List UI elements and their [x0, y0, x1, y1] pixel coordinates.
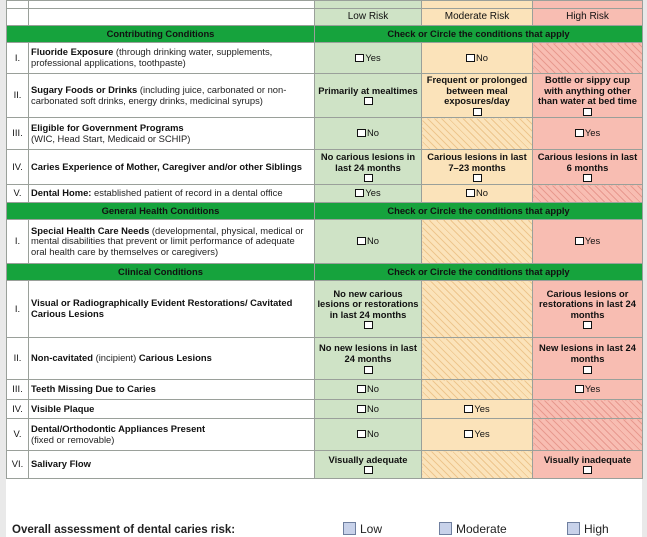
overall-low-option[interactable]: [343, 522, 382, 536]
teeth-missing-high-checkbox[interactable]: [575, 385, 584, 393]
option-label: No: [367, 127, 379, 139]
plaque-low-checkbox[interactable]: [357, 405, 366, 413]
hatched-cell: [533, 419, 643, 451]
option-label: Carious lesions or restorations in last 24 months: [539, 287, 636, 320]
option-label: Bottle or sippy cup with anything other than water at bed time: [538, 74, 637, 107]
row-number: III.: [7, 380, 29, 400]
sugary-high-checkbox[interactable]: [583, 108, 592, 116]
option-label: Visually inadequate: [543, 453, 632, 465]
row-number: II.: [7, 338, 29, 380]
risk-level-header-row: [7, 9, 643, 26]
row-number: V.: [7, 185, 29, 203]
dental-home-moderate-checkbox[interactable]: [466, 189, 475, 197]
row-title: Dental Home:: [31, 187, 92, 199]
row-title-continued: Carious Lesions: [138, 352, 212, 364]
row-government-programs: [7, 118, 643, 150]
row-number: V.: [7, 419, 29, 451]
option-label: No new lesions in last 24 months: [319, 342, 417, 364]
option-label: Carious lesions in last 7–23 months: [427, 150, 527, 173]
option-label: No: [367, 428, 379, 440]
option-label: No: [476, 51, 488, 63]
row-number: I.: [7, 43, 29, 74]
row-sugary-foods: [7, 74, 643, 118]
plaque-moderate-checkbox[interactable]: [464, 405, 473, 413]
contributing-section-row: [7, 26, 643, 43]
row-title: Sugary Foods or Drinks: [31, 83, 138, 95]
top-strip-row: [7, 1, 643, 9]
option-label: Yes: [474, 402, 490, 414]
hatched-cell: [422, 338, 533, 380]
option-label: Yes: [584, 383, 601, 395]
salivary-low-checkbox[interactable]: [364, 466, 373, 474]
option-label: No: [476, 187, 488, 199]
row-teeth-missing: [7, 380, 643, 400]
row-title: Fluoride Exposure: [31, 46, 114, 58]
row-title: Special Health Care Needs: [31, 224, 150, 236]
overall-low-label: Low: [360, 522, 383, 536]
hatched-cell: [422, 118, 533, 150]
appliances-moderate-checkbox[interactable]: [464, 430, 473, 438]
sugary-moderate-checkbox[interactable]: [473, 108, 482, 116]
appliances-low-checkbox[interactable]: [357, 430, 366, 438]
option-label: Yes: [365, 51, 381, 63]
option-label: Yes: [474, 428, 490, 440]
restorations-low-checkbox[interactable]: [364, 321, 373, 329]
overall-high-checkbox[interactable]: [567, 522, 580, 535]
teeth-missing-low-checkbox[interactable]: [357, 385, 366, 393]
row-number: I.: [7, 281, 29, 338]
hatched-cell: [422, 380, 533, 400]
moderate-risk-header: Moderate Risk: [422, 9, 533, 26]
row-subtitle: (developmental, physical, medical or mental disabilities that prevent or limit performance of adequate oral health care by themselves or caregivers): [31, 224, 304, 257]
hatched-cell: [533, 43, 643, 74]
row-number: IV.: [7, 400, 29, 419]
option-label: No: [367, 402, 379, 414]
row-caries-family: [7, 150, 643, 185]
low-risk-header: Low Risk: [315, 9, 422, 26]
row-subtitle: (fixed or removable): [31, 433, 115, 445]
row-subtitle: (including juice, carbonated or non-carbonated soft drinks, energy drinks, medicinal syrups): [31, 83, 287, 106]
special-needs-high-checkbox[interactable]: [575, 237, 584, 245]
general-section-title: General Health Conditions: [7, 203, 315, 220]
clinical-section-instruction: Check or Circle the conditions that apply: [315, 264, 643, 281]
row-title: Non-cavitated: [31, 352, 93, 364]
general-section-row: [7, 203, 643, 220]
clinical-section-title: Clinical Conditions: [7, 264, 315, 281]
row-number: I.: [7, 220, 29, 264]
option-label: New lesions in last 24 months: [539, 342, 636, 364]
special-needs-low-checkbox[interactable]: [357, 237, 366, 245]
row-title: Teeth Missing Due to Caries: [31, 383, 156, 395]
noncavitated-low-checkbox[interactable]: [364, 366, 373, 374]
row-noncavitated: [7, 338, 643, 380]
caries-family-high-checkbox[interactable]: [583, 174, 592, 182]
government-low-checkbox[interactable]: [357, 129, 366, 137]
row-subtitle: (WIC, Head Start, Medicaid or SCHIP): [31, 132, 191, 144]
overall-moderate-label: Moderate: [456, 522, 507, 536]
row-restorations: [7, 281, 643, 338]
hatched-cell: [533, 185, 643, 203]
sugary-low-checkbox[interactable]: [364, 97, 373, 105]
overall-moderate-checkbox[interactable]: [439, 522, 452, 535]
row-title: Caries Experience of Mother, Caregiver and/or other Siblings: [31, 160, 302, 172]
government-high-checkbox[interactable]: [575, 129, 584, 137]
option-label: Yes: [584, 127, 601, 139]
caries-risk-form: [6, 0, 642, 537]
row-appliances: [7, 419, 643, 451]
row-title: Eligible for Government Programs: [31, 121, 184, 133]
general-section-instruction: Check or Circle the conditions that apply: [315, 203, 643, 220]
salivary-high-checkbox[interactable]: [583, 466, 592, 474]
restorations-high-checkbox[interactable]: [583, 321, 592, 329]
row-title: Dental/Orthodontic Appliances Present: [31, 422, 206, 434]
option-label: Visually adequate: [328, 453, 408, 465]
row-salivary-flow: [7, 451, 643, 479]
row-dental-home: [7, 185, 643, 203]
row-title: Visual or Radiographically Evident Restorations/ Cavitated Carious Lesions: [31, 297, 293, 319]
overall-high-option[interactable]: [567, 522, 609, 536]
overall-high-label: High: [584, 522, 609, 536]
fluoride-low-checkbox[interactable]: [355, 54, 364, 62]
row-subtitle: (through drinking water, supplements, professional applications, toothpaste): [31, 46, 273, 68]
hatched-cell: [422, 451, 533, 479]
option-label: No new carious lesions or restorations in last 24 months: [317, 287, 419, 320]
overall-low-checkbox[interactable]: [343, 522, 356, 535]
row-title: Visible Plaque: [31, 402, 95, 414]
row-special-needs: [7, 220, 643, 264]
row-number: VI.: [7, 451, 29, 479]
option-label: No carious lesions in last 24 months: [320, 150, 416, 173]
caries-family-low-checkbox[interactable]: [364, 174, 373, 182]
noncavitated-high-checkbox[interactable]: [583, 366, 592, 374]
row-subtitle: (incipient): [93, 352, 139, 364]
option-label: Frequent or prolonged between meal exposures/day: [426, 74, 528, 107]
row-visible-plaque: [7, 400, 643, 419]
hatched-cell: [533, 400, 643, 419]
risk-assessment-table: [6, 0, 643, 479]
row-subtitle: established patient of record in a dental office: [91, 187, 283, 199]
overall-assessment-label: Overall assessment of dental caries risk:: [12, 524, 236, 536]
option-label: Yes: [365, 187, 381, 199]
row-title: Salivary Flow: [31, 458, 91, 470]
row-number: IV.: [7, 150, 29, 185]
dental-home-low-checkbox[interactable]: [355, 189, 364, 197]
option-label: Yes: [584, 235, 601, 247]
hatched-cell: [422, 281, 533, 338]
hatched-cell: [422, 220, 533, 264]
caries-family-moderate-checkbox[interactable]: [473, 174, 482, 182]
contributing-section-title: Contributing Conditions: [7, 26, 315, 43]
row-number: III.: [7, 118, 29, 150]
row-fluoride: [7, 43, 643, 74]
high-risk-header: High Risk: [533, 9, 643, 26]
option-label: No: [367, 383, 379, 395]
contributing-section-instruction: Check or Circle the conditions that apply: [315, 26, 643, 43]
option-label: Primarily at mealtimes: [318, 84, 418, 96]
overall-moderate-option[interactable]: [439, 522, 507, 536]
option-label: Carious lesions in last 6 months: [537, 150, 638, 173]
option-label: No: [367, 235, 379, 247]
fluoride-moderate-checkbox[interactable]: [466, 54, 475, 62]
clinical-section-row: [7, 264, 643, 281]
row-number: II.: [7, 74, 29, 118]
